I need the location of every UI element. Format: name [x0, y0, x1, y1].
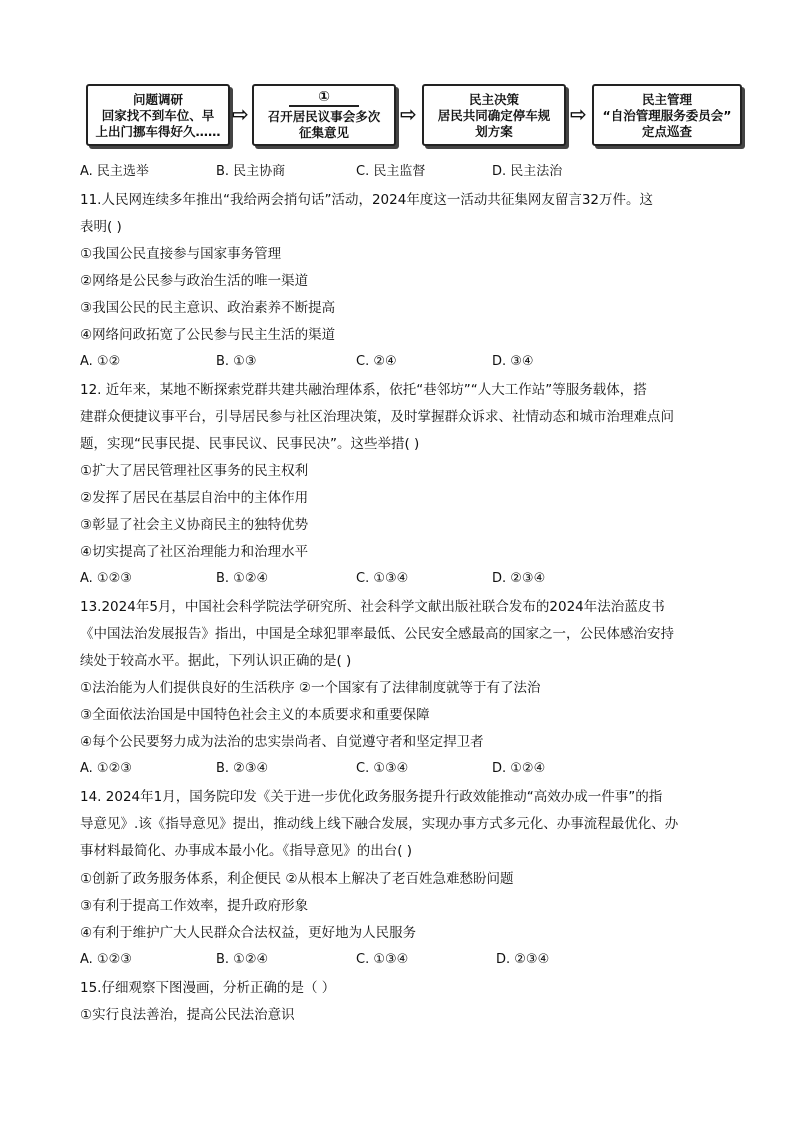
blank-marker: ① — [289, 89, 359, 107]
flow-box-decision — [422, 84, 566, 146]
q13-stem: 《中国法治发展报告》指出，中国是全球犯罪率最低、公民安全感最高的国家之一，公民体感治安持 — [80, 626, 674, 642]
option-d[interactable]: D. ②③④ — [492, 571, 546, 586]
flow-box-line: 回家找不到车位、早 — [101, 108, 215, 123]
option-a[interactable]: A. ①② — [80, 354, 121, 369]
option-c[interactable]: C. ②④ — [356, 354, 397, 369]
option-d[interactable]: D. ①②④ — [492, 761, 546, 776]
option-c[interactable]: C. ①③④ — [356, 571, 409, 586]
option-b[interactable]: B. ①②④ — [216, 571, 269, 586]
q14-statement: ③有利于提高工作效率，提升政府形象 — [80, 898, 309, 914]
q12-statement: ②发挥了居民在基层自治中的主体作用 — [80, 490, 309, 506]
q14-stem: 导意见》.该《指导意见》提出，推动线上线下融合发展，实现办事方式多元化、办事流程最优化、办 — [80, 816, 679, 832]
q11-stem: 表明( ) — [80, 219, 122, 235]
q11-statement: ③我国公民的民主意识、政治素养不断提高 — [80, 300, 336, 316]
q13-stem: 13.2024年5月，中国社会科学院法学研究所、社会科学文献出版社联合发布的2024年法治蓝皮书 — [80, 599, 665, 615]
flow-box-line: 民主管理 — [641, 92, 692, 107]
q14-stem: 14. 2024年1月，国务院印发《关于进一步优化政务服务提升行政效能推动“高效办成一件事”的指 — [80, 789, 663, 805]
q12-stem: 建群众便捷议事平台，引导居民参与社区治理决策，及时掌握群众诉求、社情动态和城市治理难点问 — [80, 409, 674, 425]
flow-box-research — [86, 84, 230, 146]
option-a[interactable]: A. ①②③ — [80, 571, 132, 586]
option-c[interactable]: C. 民主监督 — [356, 164, 426, 179]
flow-box-line: 召开居民议事会多次 — [267, 109, 381, 124]
flow-box-management — [592, 84, 742, 146]
option-d[interactable]: D. ③④ — [492, 354, 534, 369]
option-c[interactable]: C. ①③④ — [356, 952, 409, 967]
option-d[interactable]: D. 民主法治 — [492, 164, 563, 179]
flow-box-line: 民主决策 — [468, 92, 519, 107]
option-b[interactable]: B. ②③④ — [216, 761, 269, 776]
q11-statement: ②网络是公民参与政治生活的唯一渠道 — [80, 273, 309, 289]
flow-box-line: 问题调研 — [132, 92, 183, 107]
q12-statement: ③彰显了社会主义协商民主的独特优势 — [80, 517, 309, 533]
flow-box-blank — [252, 84, 396, 146]
q11-statement: ①我国公民直接参与国家事务管理 — [80, 246, 282, 262]
option-c[interactable]: C. ①③④ — [356, 761, 409, 776]
q13-statement: ④每个公民要努力成为法治的忠实崇尚者、自觉遵守者和坚定捍卫者 — [80, 734, 484, 750]
q12-statement: ①扩大了居民管理社区事务的民主权利 — [80, 463, 309, 479]
q14-statement: ①创新了政务服务体系，利企便民 ②从根本上解决了老百姓急难愁盼问题 — [80, 871, 514, 887]
q11-statement: ④网络问政拓宽了公民参与民主生活的渠道 — [80, 327, 336, 343]
flow-box-line: 上出门挪车得好久…… — [95, 124, 221, 139]
option-d[interactable]: D. ②③④ — [496, 952, 550, 967]
option-a[interactable]: A. ①②③ — [80, 952, 132, 967]
q12-stem: 12. 近年来，某地不断探索党群共建共融治理体系，依托“巷邻坊”“人大工作站”等服务载体，搭 — [80, 382, 647, 398]
option-a[interactable]: A. 民主选举 — [80, 164, 149, 179]
option-b[interactable]: B. ①②④ — [216, 952, 269, 967]
process-flow-diagram — [86, 84, 746, 150]
flow-arrow-icon: ⇨ — [400, 102, 417, 126]
q13-statement: ①法治能为人们提供良好的生活秩序 ②一个国家有了法律制度就等于有了法治 — [80, 680, 541, 696]
flow-box-line: 征集意见 — [298, 125, 349, 140]
flow-arrow-icon: ⇨ — [570, 102, 587, 126]
q15-statement: ①实行良法善治，提高公民法治意识 — [80, 1007, 295, 1023]
q12-statement: ④切实提高了社区治理能力和治理水平 — [80, 544, 309, 560]
flow-arrow-icon: ⇨ — [232, 102, 249, 126]
flow-box-line: 划方案 — [475, 124, 513, 139]
q11-stem: 11.人民网连续多年推出“我给两会捎句话”活动，2024年度这一活动共征集网友留言32万件。这 — [80, 192, 653, 208]
q15-stem: 15.仔细观察下图漫画，分析正确的是（ ） — [80, 980, 336, 996]
flow-box-line: “自治管理服务委员会” — [602, 108, 732, 123]
flow-box-line: 定点巡查 — [641, 124, 692, 139]
option-b[interactable]: B. ①③ — [216, 354, 257, 369]
option-b[interactable]: B. 民主协商 — [216, 164, 286, 179]
flow-box-line: 居民共同确定停车规 — [437, 108, 551, 123]
q13-statement: ③全面依法治国是中国特色社会主义的本质要求和重要保障 — [80, 707, 430, 723]
q14-statement: ④有利于维护广大人民群众合法权益，更好地为人民服务 — [80, 925, 417, 941]
q13-stem: 续处于较高水平。据此，下列认识正确的是( ) — [80, 653, 352, 669]
option-a[interactable]: A. ①②③ — [80, 761, 132, 776]
q14-stem: 事材料最简化、办事成本最小化。《指导意见》的出台( ) — [80, 843, 413, 859]
q12-stem: 题，实现“民事民提、民事民议、民事民决”。这些举措( ) — [80, 436, 420, 452]
